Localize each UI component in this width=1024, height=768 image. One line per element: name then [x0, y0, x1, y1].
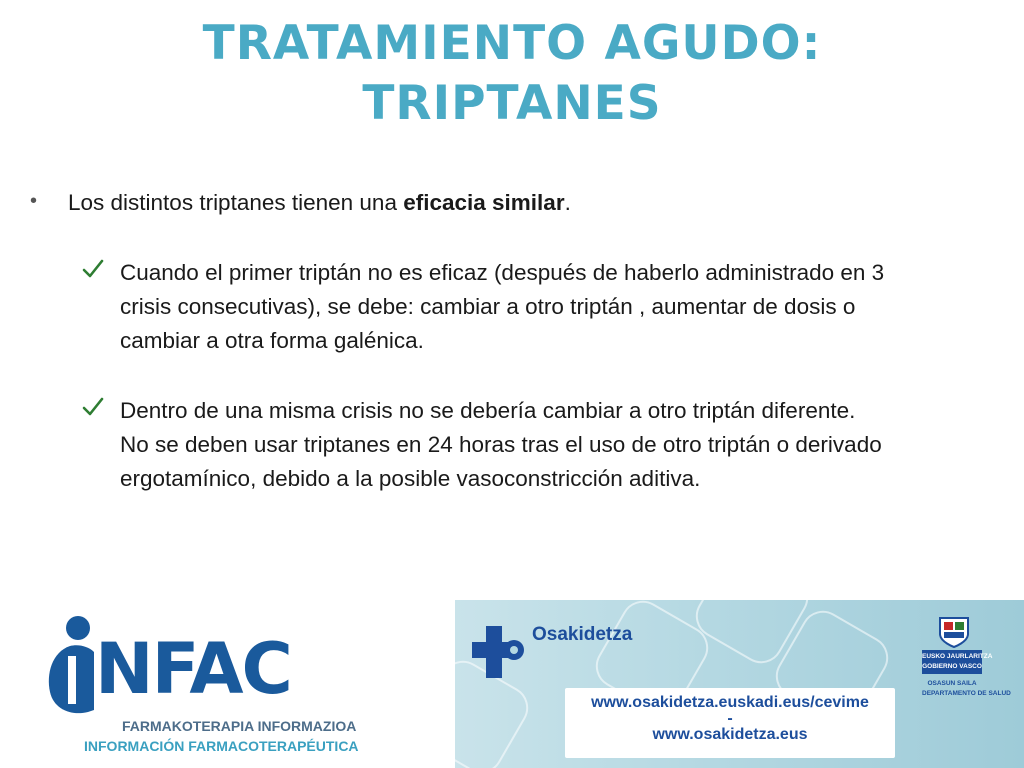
slide-title — [0, 14, 1024, 134]
infac-subtitle-eu: FARMAKOTERAPIA INFORMAZIOA — [122, 718, 357, 734]
check-text-1 — [120, 256, 1020, 358]
url-separator: - — [727, 710, 733, 727]
cevime-link[interactable]: www.osakidetza.euskadi.eus/cevime — [591, 694, 869, 711]
osakidetza-name: Osakidetza — [532, 624, 633, 645]
check-text-2 — [120, 394, 1020, 496]
bullet-text-bold: eficacia similar — [403, 190, 565, 215]
osakidetza-logo-icon — [470, 622, 526, 682]
gobierno-line-4: DEPARTAMENTO DE SALUD — [922, 690, 1011, 697]
title-line-2: TRIPTANES — [362, 76, 662, 131]
bullet-text-plain: Los distintos triptanes tienen una — [68, 190, 404, 215]
osakidetza-link[interactable]: www.osakidetza.eus — [652, 726, 808, 743]
check-2-line-3: ergotamínico, debido a la posible vasoconstricción aditiva. — [120, 466, 701, 491]
gobierno-line-2: GOBIERNO VASCO — [922, 663, 982, 670]
check-2-line-2: No se deben usar triptanes en 24 horas tras el uso de otro triptán o derivado — [120, 432, 882, 457]
check-1-line-2: crisis consecutivas), se debe: cambiar a otro triptán , aumentar de dosis o — [120, 294, 856, 319]
check-icon — [82, 258, 104, 280]
title-line-1: TRATAMIENTO AGUDO: — [202, 16, 822, 71]
check-2-line-1: Dentro de una misma crisis no se debería cambiar a otro triptán diferente. — [120, 398, 856, 423]
gobierno-line-1: EUSKO JAURLARITZA — [922, 653, 993, 660]
bullet-text-end: . — [564, 190, 571, 215]
infac-logo-text: NFAC — [95, 628, 291, 710]
bullet-text — [68, 190, 571, 216]
check-1-line-3: cambiar a otra forma galénica. — [120, 328, 424, 353]
gobierno-vasco-logo — [922, 614, 1012, 724]
bullet-dot: • — [30, 190, 38, 212]
url-box — [565, 688, 895, 758]
coat-of-arms-icon — [936, 614, 972, 648]
gobierno-badge — [922, 650, 993, 674]
gobierno-line-3: OSASUN SAILA — [927, 680, 977, 687]
check-icon — [82, 396, 104, 418]
check-1-line-1: Cuando el primer triptán no es eficaz (después de haberlo administrado en 3 — [120, 260, 885, 285]
infac-subtitle-es: INFORMACIÓN FARMACOTERAPÉUTICA — [84, 738, 359, 754]
